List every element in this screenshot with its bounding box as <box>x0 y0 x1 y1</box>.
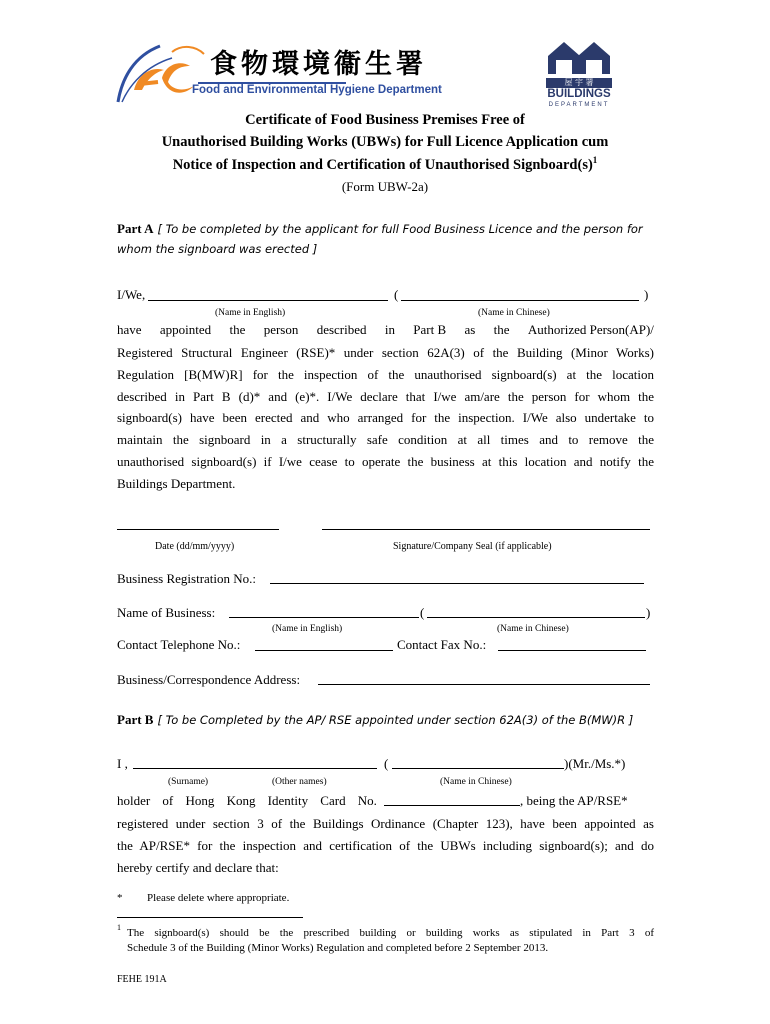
asterisk-mark: * <box>117 892 123 904</box>
footnote-1-line-1: The signboard(s) should be the prescribed building or building works as stipulated in Part 3 of <box>127 927 654 939</box>
hkid-after-text: , being the AP/RSE* <box>520 793 628 808</box>
footnote-1-mark: 1 <box>117 923 121 932</box>
contact-fax-label: Contact Fax No.: <box>397 637 487 652</box>
contact-fax-field[interactable] <box>498 650 646 651</box>
business-name-chinese-caption: (Name in Chinese) <box>497 624 569 634</box>
asterisk-note <box>117 892 123 904</box>
title-line-1: Certificate of Food Business Premises Free of <box>245 112 525 128</box>
para-word: person <box>263 322 299 337</box>
hkid-word: holder <box>117 793 151 808</box>
iwe-label: I/We, <box>117 287 146 302</box>
buildings-department-logo <box>540 38 620 108</box>
br-no-field[interactable] <box>270 583 644 584</box>
footnote-1-line-2: Schedule 3 of the Building (Minor Works) Regulation and completed before 2 September 2013. <box>127 942 549 954</box>
para-word: Authorized Person(AP)/ <box>527 322 654 337</box>
para-word: the <box>229 322 246 337</box>
mr-ms-label: )(Mr./Ms.*) <box>564 756 626 771</box>
part-a-paragraph <box>117 342 654 495</box>
para-word: appointed <box>159 322 212 337</box>
applicant-name-chinese-field[interactable] <box>401 300 639 301</box>
part-b-instruction: [ To be Completed by the AP/ RSE appointed under section 62A(3) of the B(MW)R ] <box>157 713 634 727</box>
hkid-field[interactable] <box>384 805 520 806</box>
contact-tel-field[interactable] <box>255 650 393 651</box>
business-name-label: Name of Business: <box>117 605 216 620</box>
footnote-separator <box>117 917 303 918</box>
bd-subtitle: DEPARTMENT <box>548 102 610 108</box>
hkid-word: No. <box>357 793 377 808</box>
part-a-instruction-cont: whom the signboard was erected ] <box>117 242 318 256</box>
fehd-logo <box>112 38 442 108</box>
hkid-word: Card <box>320 793 346 808</box>
part-a-heading <box>117 220 657 238</box>
signature-field[interactable] <box>322 529 650 530</box>
br-no-label: Business Registration No.: <box>117 571 257 586</box>
date-field[interactable] <box>117 529 279 530</box>
hkid-word: Hong <box>185 793 215 808</box>
ap-name-chinese-field[interactable] <box>392 768 564 769</box>
para-line: registered under section 3 of the Buildings Ordinance (Chapter 123), have been appointed as <box>117 816 654 831</box>
open-paren: ( <box>394 287 399 302</box>
business-name-english-field[interactable] <box>229 617 419 618</box>
signature-caption: Signature/Company Seal (if applicable) <box>393 541 552 552</box>
para-line: signboard(s) have been erected and who arranged for the inspection. I/We also undertake to <box>117 410 654 426</box>
part-a-para-first-line <box>117 322 654 338</box>
para-line: described in Part B (d)* and (e)*. I/We declare that I/we am/are the person for whom the <box>117 388 654 404</box>
surname-other-names-field[interactable] <box>133 768 377 769</box>
part-b-i-label: I , <box>117 756 128 771</box>
para-line: maintain the signboard in a structurally safe condition at all times and to remove the <box>117 432 654 448</box>
date-caption: Date (dd/mm/yyyy) <box>155 541 235 552</box>
business-name-open-paren: ( <box>420 605 425 620</box>
buildings-house-icon <box>544 38 614 78</box>
para-line-last: hereby certify and declare that: <box>117 859 279 875</box>
form-number: (Form UBW-2a) <box>341 179 429 194</box>
business-name-close-paren: ) <box>646 605 651 620</box>
fehd-emblem-icon <box>112 38 207 108</box>
other-names-caption: (Other names) <box>272 777 327 787</box>
name-english-caption: (Name in English) <box>215 308 286 318</box>
para-line: unauthorised signboard(s) if I/we cease to operate the business at this location and notify the <box>117 453 654 469</box>
para-word: as <box>464 322 476 337</box>
hkid-word: of <box>162 793 174 808</box>
para-word: Part B <box>413 322 447 337</box>
hkid-line <box>117 793 377 809</box>
para-word: the <box>493 322 510 337</box>
close-paren: ) <box>644 287 649 302</box>
bd-english-name: BUILDINGS <box>547 88 611 100</box>
title-line-3 <box>0 155 770 174</box>
part-b-label: Part B <box>117 712 154 727</box>
form-code: FEHE 191A <box>117 974 167 985</box>
contact-tel-label: Contact Telephone No.: <box>117 637 241 652</box>
para-word: in <box>384 322 395 337</box>
hkid-word: Kong <box>226 793 256 808</box>
surname-caption: (Surname) <box>168 777 209 787</box>
para-word: have <box>117 322 142 337</box>
business-name-chinese-field[interactable] <box>427 617 645 618</box>
address-field[interactable] <box>318 684 650 685</box>
para-word: described <box>316 322 367 337</box>
part-a-label: Part A <box>117 221 154 236</box>
business-name-english-caption: (Name in English) <box>272 624 343 634</box>
para-line: the AP/RSE* for the inspection and certification of the UBWs including signboard(s); and do <box>117 837 654 853</box>
part-b-paragraph <box>117 813 654 878</box>
fehd-english-name: Food and Environmental Hygiene Department <box>192 84 442 96</box>
hkid-word: Identity <box>267 793 309 808</box>
title-line-2: Unauthorised Building Works (UBWs) for Full Licence Application cum <box>161 134 609 150</box>
para-line: Regulation [B(MW)R] for the inspection of the unauthorised signboard(s) at the location <box>117 366 654 382</box>
address-label: Business/Correspondence Address: <box>117 672 301 687</box>
name-chinese-caption: (Name in Chinese) <box>478 308 550 318</box>
title-line-3-text: Notice of Inspection and Certification of Unauthorised Signboard(s) <box>172 156 593 173</box>
asterisk-note-text: Please delete where appropriate. <box>147 892 290 904</box>
part-b-heading <box>117 711 633 729</box>
ap-name-chinese-caption: (Name in Chinese) <box>440 777 512 787</box>
applicant-name-english-field[interactable] <box>148 300 388 301</box>
bd-chinese-name: 屋 宇 署 <box>564 78 594 87</box>
title-footnote-mark: 1 <box>592 155 598 165</box>
fehd-chinese-name: 食物環境衞生署 <box>210 49 427 80</box>
part-b-open-paren: ( <box>384 756 389 771</box>
para-line-last: Buildings Department. <box>117 475 236 491</box>
part-a-instruction: [ To be completed by the applicant for full Food Business Licence and the person for <box>157 222 643 236</box>
para-line: Registered Structural Engineer (RSE)* under section 62A(3) of the Building (Minor Works) <box>117 345 654 360</box>
